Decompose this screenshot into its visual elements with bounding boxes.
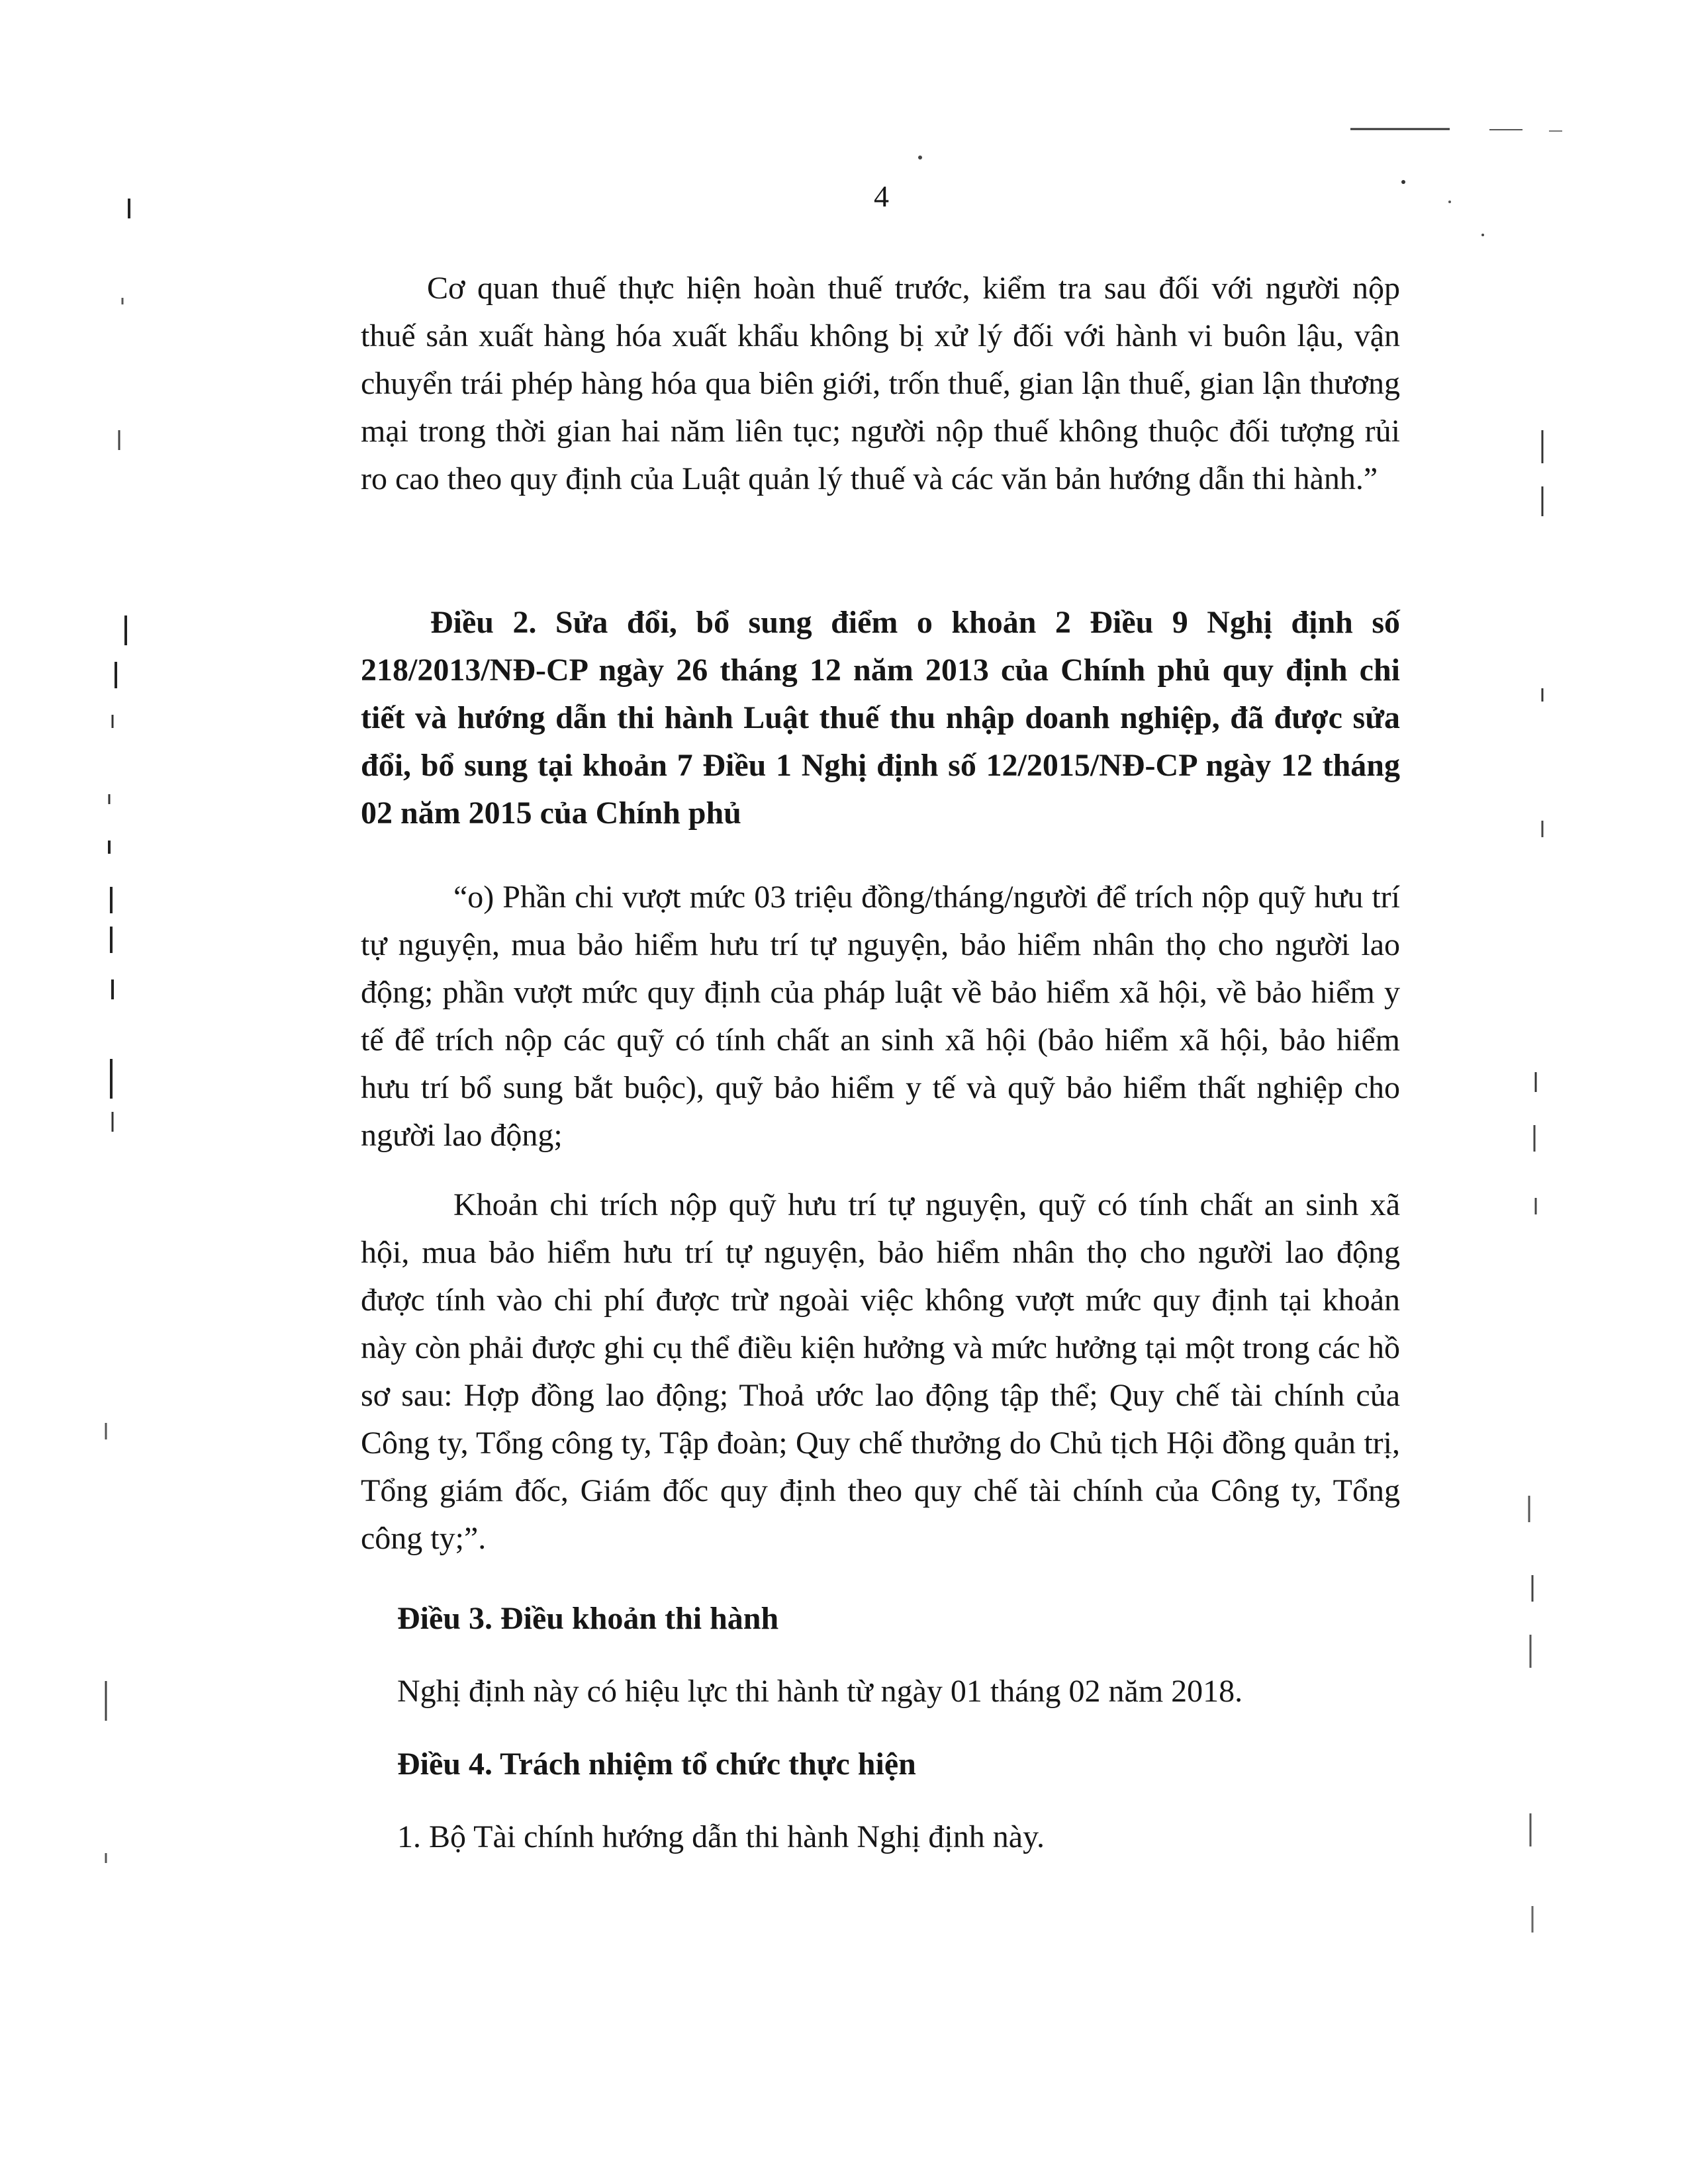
article-4-heading: Điều 4. Trách nhiệm tổ chức thực hiện bbox=[397, 1747, 916, 1782]
paragraph-point-o: “o) Phần chi vượt mức 03 triệu đồng/tháng/người để trích nộp quỹ hưu trí tự nguyện, mua bảo hiểm hưu trí tự nguyện, bảo hiểm nhân thọ cho người lao động; phần vượt mức quy định của pháp luật về bảo hiểm xã hội, về bảo hiểm y tế để trích nộp các quỹ có tính chất an sinh xã hội (bảo hiểm xã hội, bảo hiểm hưu trí bổ sung bắt buộc), quỹ bảo hiểm y tế và quỹ bảo hiểm thất nghiệp cho người lao động; bbox=[361, 880, 1400, 1153]
article-2-heading: Điều 2. Sửa đổi, bổ sung điểm o khoản 2 Điều 9 Nghị định số 218/2013/NĐ-CP ngày 26 tháng 12 năm 2013 của Chính phủ quy định chi tiết và hướng dẫn thi hành Luật thuế thu nhập doanh nghiệp, đã được sửa đổi, bổ sung tại khoản 7 Điều 1 Nghị định số 12/2015/NĐ-CP ngày 12 tháng 02 năm 2015 của Chính phủ bbox=[361, 605, 1400, 831]
article-3-heading: Điều 3. Điều khoản thi hành bbox=[397, 1601, 779, 1636]
paragraph-tax-refund: Cơ quan thuế thực hiện hoàn thuế trước, kiểm tra sau đối với người nộp thuế sản xuất hàng hóa xuất khẩu không bị xử lý đối với hành vi buôn lậu, vận chuyển trái phép hàng hóa qua biên giới, trốn thuế, gian lận thuế, gian lận thương mại trong thời gian hai năm liên tục; người nộp thuế không thuộc đối tượng rủi ro cao theo quy định của Luật quản lý thuế và các văn bản hướng dẫn thi hành.” bbox=[361, 271, 1400, 496]
page-number: 4 bbox=[874, 179, 889, 213]
article-4-item-1: 1. Bộ Tài chính hướng dẫn thi hành Nghị định này. bbox=[397, 1819, 1045, 1854]
paragraph-pension-expenses: Khoản chi trích nộp quỹ hưu trí tự nguyện, quỹ có tính chất an sinh xã hội, mua bảo hiểm hưu trí tự nguyện, bảo hiểm nhân thọ cho người lao động được tính vào chi phí được trừ ngoài việc không vượt mức quy định tại khoản này còn phải được ghi cụ thể điều kiện hưởng và mức hưởng tại một trong các hồ sơ sau: Hợp đồng lao động; Thoả ước lao động tập thể; Quy chế tài chính của Công ty, Tổng công ty, Tập đoàn; Quy chế thưởng do Chủ tịch Hội đồng quản trị, Tổng giám đốc, Giám đốc quy định theo quy chế tài chính của Công ty, Tổng công ty;”. bbox=[361, 1187, 1400, 1556]
article-3-text: Nghị định này có hiệu lực thi hành từ ngày 01 tháng 02 năm 2018. bbox=[397, 1674, 1243, 1709]
